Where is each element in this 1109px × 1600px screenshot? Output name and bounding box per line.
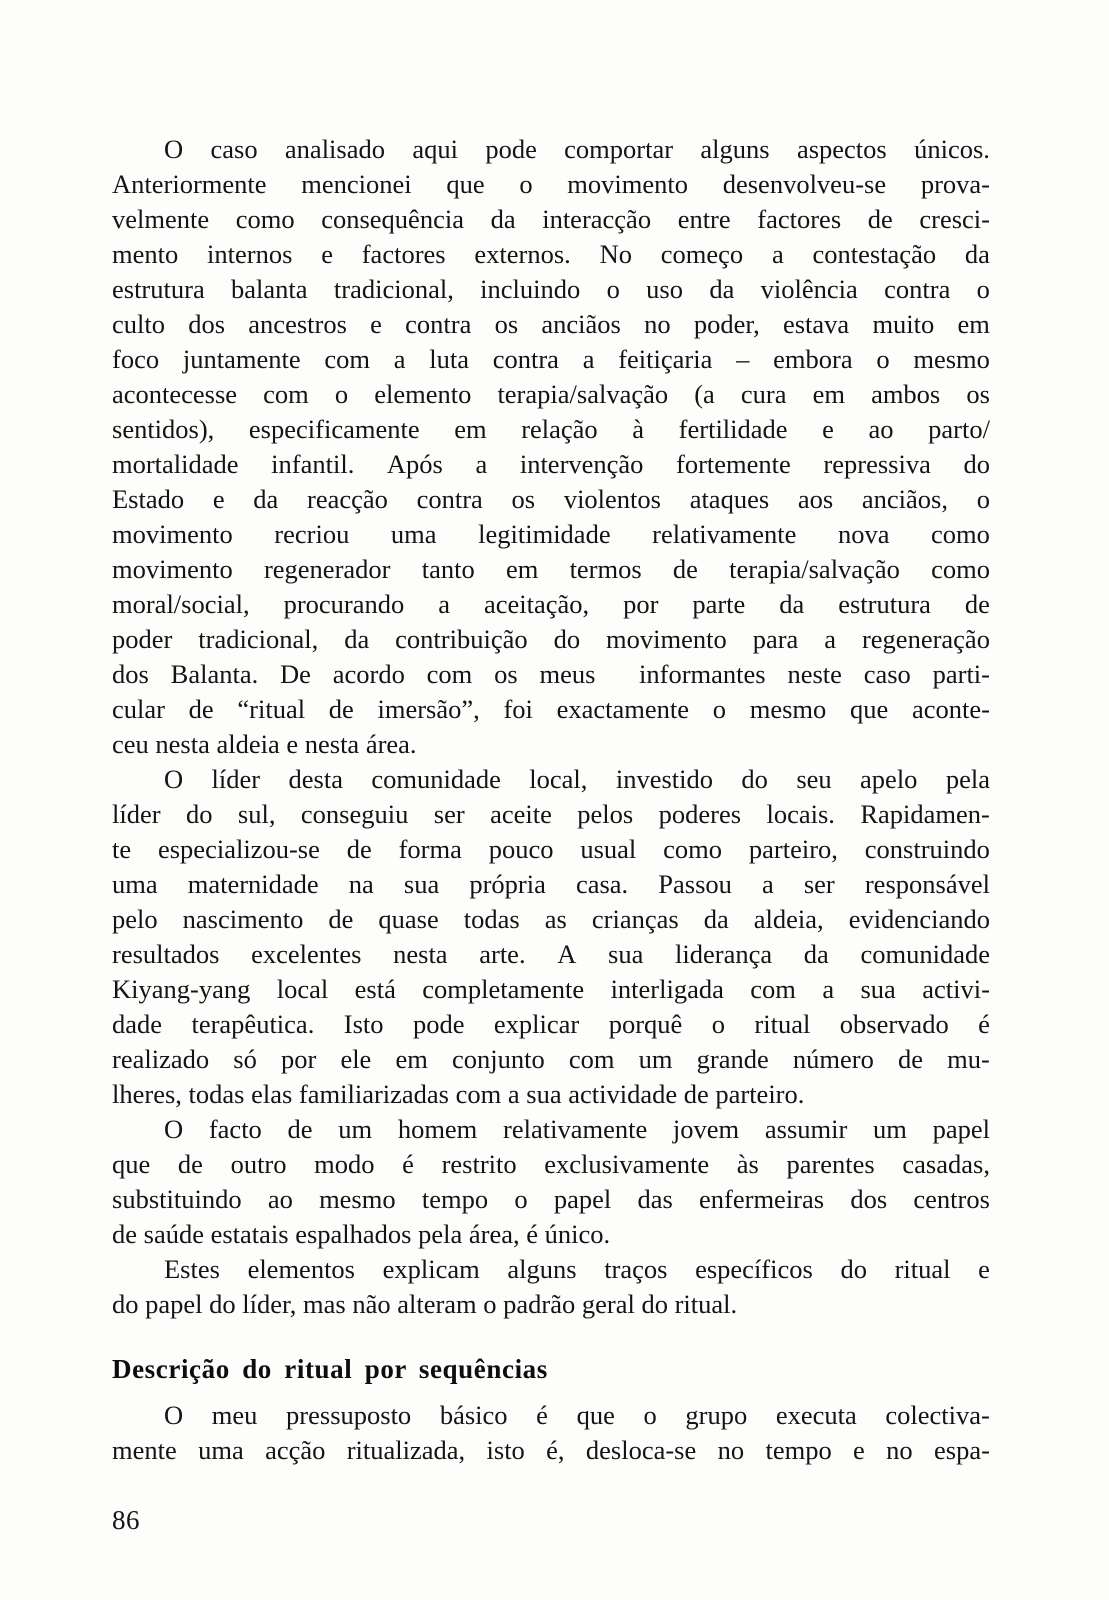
text-line: substituindo ao mesmo tempo o papel das enfermeiras dos centros <box>112 1184 990 1214</box>
text-line: Kiyang-yang local está completamente interligada com a sua activi- <box>112 974 990 1004</box>
text-line: resultados excelentes nesta arte. A sua liderança da comunidade <box>112 939 990 969</box>
text-line: acontecesse com o elemento terapia/salvação (a cura em ambos os <box>112 379 990 409</box>
text-line: uma maternidade na sua própria casa. Passou a ser responsável <box>112 869 990 899</box>
text-line: cular de “ritual de imersão”, foi exactamente o mesmo que aconte- <box>112 694 990 724</box>
text-line: do papel do líder, mas não alteram o padrão geral do ritual. <box>112 1289 738 1319</box>
paragraph-5 <box>112 1398 990 1468</box>
text-line: Estado e da reacção contra os violentos ataques aos anciãos, o <box>112 484 990 514</box>
paragraph-4 <box>112 1252 990 1322</box>
text-line: Anteriormente mencionei que o movimento desenvolveu-se prova- <box>112 169 990 199</box>
text-line: dos Balanta. De acordo com os meus informantes neste caso parti- <box>112 659 990 689</box>
text-line: mente uma acção ritualizada, isto é, desloca-se no tempo e no espa- <box>112 1435 990 1465</box>
text-line: ceu nesta aldeia e nesta área. <box>112 729 417 759</box>
paragraph-1 <box>112 132 990 762</box>
text-line: te especializou-se de forma pouco usual como parteiro, construindo <box>112 834 990 864</box>
text-line: lheres, todas elas familiarizadas com a sua actividade de parteiro. <box>112 1079 805 1109</box>
text-line: mento internos e factores externos. No começo a contestação da <box>112 239 990 269</box>
text-line: moral/social, procurando a aceitação, por parte da estrutura de <box>112 589 990 619</box>
text-line: Estes elementos explicam alguns traços específicos do ritual e <box>164 1254 990 1284</box>
text-line: foco juntamente com a luta contra a feitiçaria – embora o mesmo <box>112 344 990 374</box>
text-line: culto dos ancestros e contra os anciãos no poder, estava muito em <box>112 309 990 339</box>
text-line: O meu pressuposto básico é que o grupo executa colectiva- <box>164 1400 990 1430</box>
text-line: que de outro modo é restrito exclusivamente às parentes casadas, <box>112 1149 990 1179</box>
section-heading: Descrição do ritual por sequências <box>112 1354 548 1385</box>
page-number: 86 <box>112 1505 140 1535</box>
text-line: dade terapêutica. Isto pode explicar porquê o ritual observado é <box>112 1009 990 1039</box>
text-line: líder do sul, conseguiu ser aceite pelos poderes locais. Rapidamen- <box>112 799 990 829</box>
main-text-column <box>112 132 990 1322</box>
text-line: O facto de um homem relativamente jovem assumir um papel <box>164 1114 990 1144</box>
paragraph-2 <box>112 762 990 1112</box>
text-line: realizado só por ele em conjunto com um grande número de mu- <box>112 1044 990 1074</box>
text-line: mortalidade infantil. Após a intervenção fortemente repressiva do <box>112 449 990 479</box>
text-line: de saúde estatais espalhados pela área, é único. <box>112 1219 611 1249</box>
text-line: pelo nascimento de quase todas as crianças da aldeia, evidenciando <box>112 904 990 934</box>
text-line: sentidos), especificamente em relação à fertilidade e ao parto/ <box>112 414 990 444</box>
text-line: estrutura balanta tradicional, incluindo o uso da violência contra o <box>112 274 990 304</box>
text-line: movimento recriou uma legitimidade relativamente nova como <box>112 519 990 549</box>
paragraph-3 <box>112 1112 990 1252</box>
text-line: movimento regenerador tanto em termos de terapia/salvação como <box>112 554 990 584</box>
text-line: O caso analisado aqui pode comportar alguns aspectos únicos. <box>164 134 990 164</box>
text-line: velmente como consequência da interacção entre factores de cresci- <box>112 204 990 234</box>
text-line: O líder desta comunidade local, investido do seu apelo pela <box>164 764 990 794</box>
text-line: poder tradicional, da contribuição do movimento para a regeneração <box>112 624 990 654</box>
